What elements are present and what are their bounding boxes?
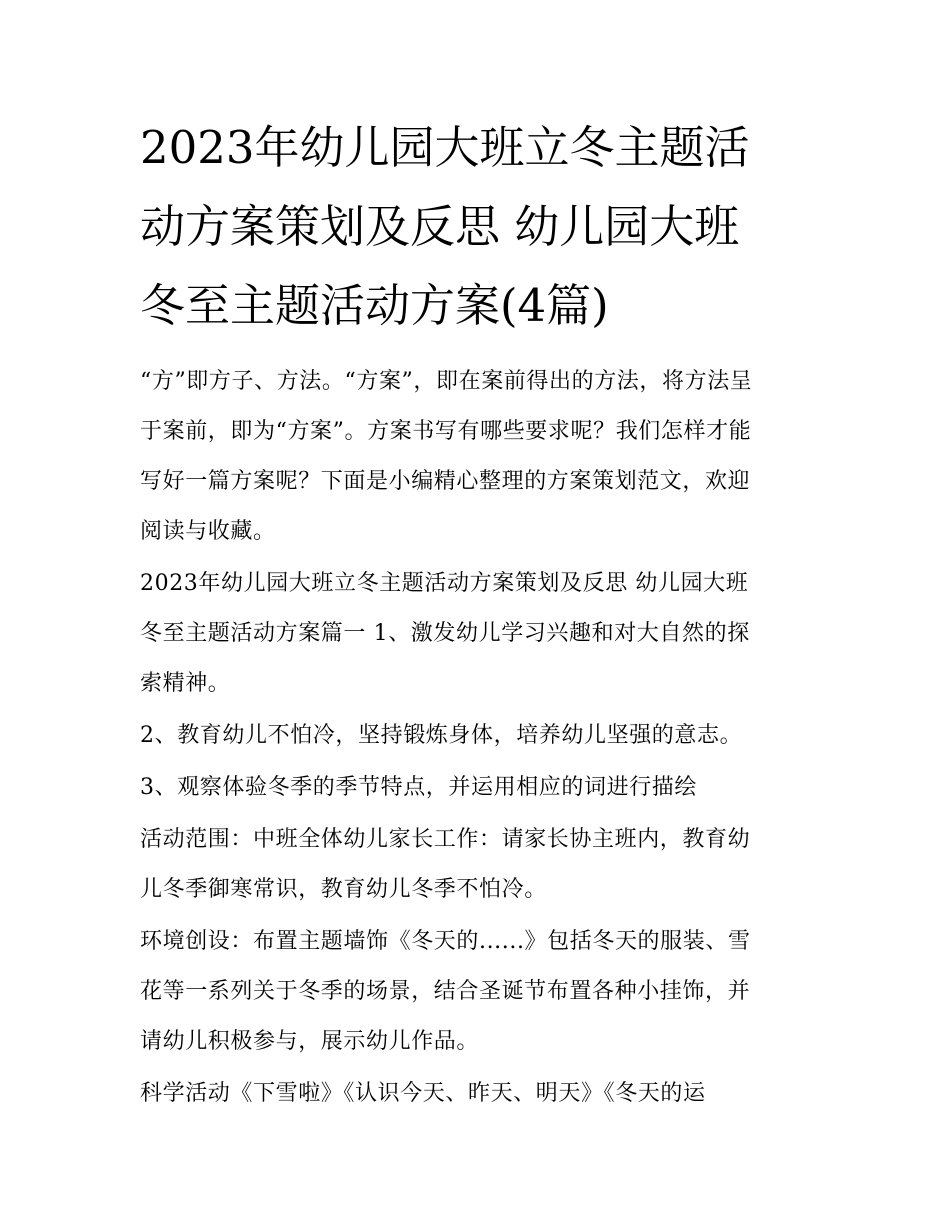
goal-item-3: 3、观察体验冬季的季节特点，并运用相应的词进行描绘 [140,775,697,800]
intro-paragraph: “方”即方子、方法。“方案”，即在案前得出的方法，将方法呈 于案前，即为“方案”。方案书写有哪些要求呢？我们怎样才能 写好一篇方案呢？下面是小编精心整理的方案策划范文，欢迎 阅读与收藏。 [140,369,753,544]
activity-scope-paragraph: 活动范围：中班全体幼儿家长工作：请家长协主班内，教育幼 儿冬季御寒常识，教育幼儿冬季不怕冷。 [140,827,751,902]
science-activity-paragraph: 科学活动《下雪啦》《认识今天、昨天、明天》《冬天的运 [140,1081,706,1106]
goal-item-2: 2、教育幼儿不怕冷，坚持锻炼身体，培养幼儿坚强的意志。 [140,723,743,748]
document-body [140,108,820,1121]
section-heading-paragraph: 2023年幼儿园大班立冬主题活动方案策划及反思 幼儿园大班 冬至主题活动方案篇一 1、激发幼儿学习兴趣和对大自然的探 索精神。 [140,571,750,696]
environment-paragraph: 环境创设：布置主题墙饰《冬天的......》包括冬天的服装、雪 花等一系列关于冬季的场景，结合圣诞节布置各种小挂饰，并 请幼儿积极参与，展示幼儿作品。 [140,929,751,1054]
document-title: 2023年幼儿园大班立冬主题活 动方案策划及反思 幼儿园大班 冬至主题活动方案(4篇) [140,121,750,332]
